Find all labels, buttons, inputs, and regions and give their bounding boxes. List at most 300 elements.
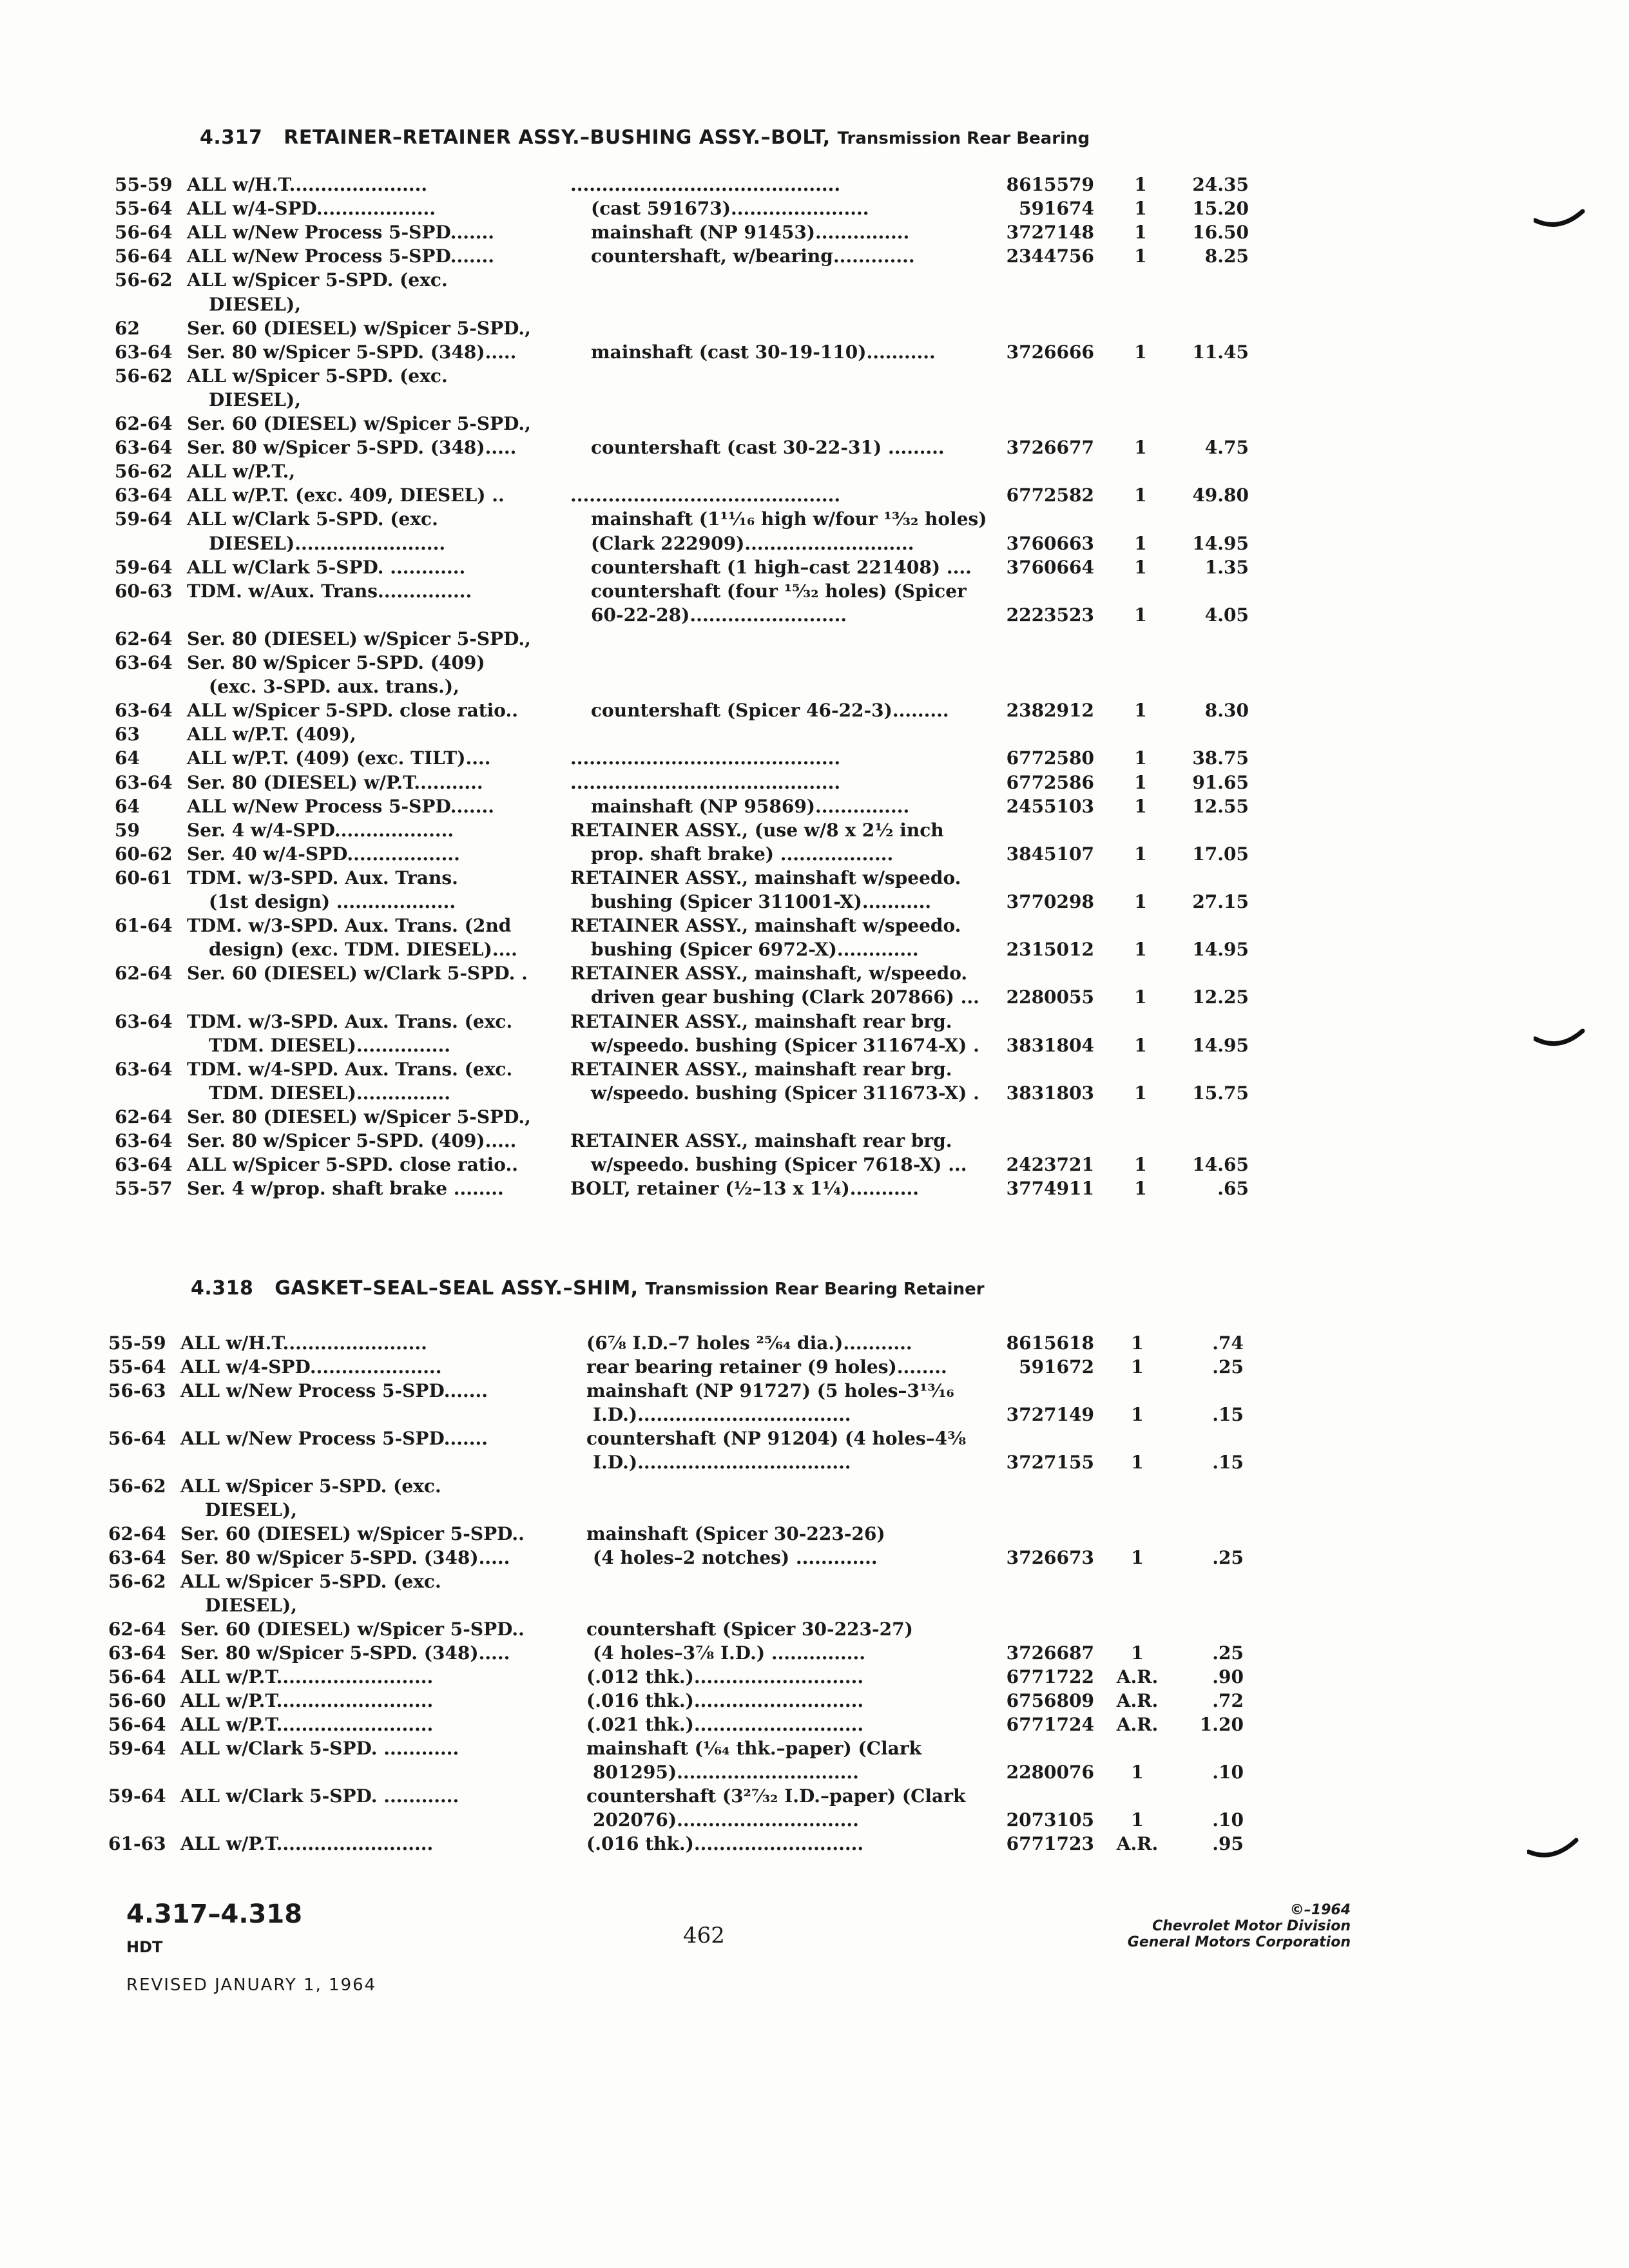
table-row bbox=[0, 459, 1629, 483]
description-cell: w/speedo. bushing (Spicer 311674-X) . bbox=[591, 1034, 979, 1056]
description-cell: (cast 591673)...................... bbox=[591, 198, 869, 220]
application-cell: Ser. 80 w/Spicer 5-SPD. (348)..... bbox=[187, 437, 517, 459]
description-cell: w/speedo. bushing (Spicer 311673-X) . bbox=[591, 1082, 979, 1104]
model-years-cell: 56-62 bbox=[115, 461, 173, 483]
price-cell: .25 bbox=[1212, 1642, 1244, 1664]
table-row bbox=[0, 220, 1629, 244]
price-cell: 12.55 bbox=[1192, 795, 1249, 817]
application-cell: ALL w/Spicer 5-SPD. (exc. bbox=[180, 1475, 441, 1497]
quantity-cell: 1 bbox=[1131, 1332, 1144, 1354]
application-cell: DIESEL), bbox=[205, 1595, 297, 1616]
description-cell: countershaft (Spicer 30-223-27) bbox=[586, 1619, 913, 1640]
table-row bbox=[0, 1522, 1629, 1546]
price-cell: 49.80 bbox=[1192, 485, 1249, 506]
quantity-cell: 1 bbox=[1134, 1178, 1147, 1200]
table-row bbox=[0, 1403, 1629, 1427]
price-cell: 11.45 bbox=[1192, 341, 1249, 363]
application-cell: Ser. 80 (DIESEL) w/Spicer 5-SPD., bbox=[187, 628, 531, 649]
application-cell: ALL w/Clark 5-SPD. ............ bbox=[180, 1785, 459, 1807]
part-number-cell: 3726673 bbox=[1006, 1547, 1094, 1568]
table-row bbox=[0, 627, 1629, 651]
part-number-cell: 6756809 bbox=[1006, 1690, 1094, 1711]
binder-hole-mark-bottom bbox=[1527, 1836, 1579, 1862]
part-number-cell: 591674 bbox=[1019, 198, 1094, 220]
model-years-cell: 56-62 bbox=[108, 1571, 166, 1592]
corporation-name: General Motors Corporation bbox=[1127, 1934, 1351, 1950]
table-row bbox=[0, 579, 1629, 603]
model-years-cell: 62-64 bbox=[108, 1523, 166, 1544]
description-cell: RETAINER ASSY., (use w/8 x 2½ inch bbox=[570, 819, 944, 841]
model-years-cell: 62 bbox=[115, 317, 140, 339]
application-cell: ALL w/New Process 5-SPD....... bbox=[187, 222, 494, 244]
model-years-cell: 55-59 bbox=[108, 1332, 166, 1354]
application-cell: TDM. w/4-SPD. Aux. Trans. (exc. bbox=[187, 1058, 513, 1080]
description-cell: countershaft (cast 30-22-31) ......... bbox=[591, 437, 945, 459]
model-years-cell: 60-62 bbox=[115, 843, 173, 865]
application-cell: ALL w/Spicer 5-SPD. close ratio.. bbox=[187, 1154, 518, 1176]
table-row bbox=[0, 1427, 1629, 1450]
part-number-cell: 2073105 bbox=[1006, 1809, 1094, 1831]
part-number-cell: 3770298 bbox=[1006, 891, 1094, 912]
model-years-cell: 63-64 bbox=[108, 1547, 166, 1568]
application-cell: ALL w/New Process 5-SPD....... bbox=[180, 1380, 488, 1401]
quantity-cell: 1 bbox=[1134, 341, 1147, 363]
model-years-cell: 56-62 bbox=[108, 1475, 166, 1497]
part-number-cell: 6772582 bbox=[1006, 485, 1094, 506]
description-cell: ........................................... bbox=[570, 747, 841, 769]
model-years-cell: 62-64 bbox=[115, 628, 173, 649]
table-row bbox=[0, 1379, 1629, 1403]
application-cell: ALL w/4-SPD..................... bbox=[180, 1356, 442, 1378]
model-years-cell: 63-64 bbox=[108, 1642, 166, 1664]
table-row bbox=[0, 842, 1629, 866]
description-cell: RETAINER ASSY., mainshaft rear brg. bbox=[570, 1058, 952, 1080]
description-cell: (.012 thk.)........................... bbox=[586, 1666, 864, 1687]
copyright-block bbox=[1128, 1902, 1351, 1950]
quantity-cell: 1 bbox=[1134, 604, 1147, 626]
price-cell: .25 bbox=[1212, 1547, 1244, 1568]
part-number-cell: 2344756 bbox=[1006, 245, 1094, 267]
table-row bbox=[0, 1153, 1629, 1177]
description-cell: BOLT, retainer (½–13 x 1¼)........... bbox=[570, 1178, 919, 1200]
model-years-cell: 59-64 bbox=[115, 508, 173, 530]
table-row bbox=[0, 794, 1629, 818]
table-row bbox=[0, 937, 1629, 961]
table-row bbox=[0, 1010, 1629, 1033]
application-cell: ALL w/Spicer 5-SPD. (exc. bbox=[187, 269, 448, 291]
application-cell: Ser. 60 (DIESEL) w/Spicer 5-SPD., bbox=[187, 413, 531, 434]
application-cell: ALL w/New Process 5-SPD....... bbox=[187, 795, 494, 817]
application-cell: TDM. w/3-SPD. Aux. Trans. (exc. bbox=[187, 1010, 513, 1032]
application-cell: TDM. w/3-SPD. Aux. Trans. bbox=[187, 867, 458, 889]
application-cell: ALL w/P.T......................... bbox=[180, 1666, 434, 1687]
model-years-cell: 63-64 bbox=[115, 652, 173, 673]
table-row bbox=[0, 268, 1629, 292]
quantity-cell: 1 bbox=[1131, 1356, 1144, 1378]
table-row bbox=[0, 722, 1629, 746]
table-row bbox=[0, 651, 1629, 675]
price-cell: 14.65 bbox=[1192, 1154, 1249, 1176]
table-row bbox=[0, 1546, 1629, 1570]
application-cell: (1st design) ................... bbox=[209, 891, 456, 912]
quantity-cell: A.R. bbox=[1116, 1833, 1159, 1854]
model-years-cell: 64 bbox=[115, 747, 140, 769]
price-cell: 27.15 bbox=[1192, 891, 1249, 912]
table-row bbox=[0, 1689, 1629, 1713]
description-cell: (.021 thk.)........................... bbox=[586, 1714, 864, 1735]
price-cell: .10 bbox=[1212, 1809, 1244, 1831]
quantity-cell: 1 bbox=[1134, 747, 1147, 769]
quantity-cell: 1 bbox=[1134, 198, 1147, 220]
part-number-cell: 3831804 bbox=[1006, 1034, 1094, 1056]
description-cell: mainshaft (¹⁄₆₄ thk.–paper) (Clark bbox=[586, 1738, 921, 1759]
price-cell: 4.05 bbox=[1204, 604, 1249, 626]
price-cell: .15 bbox=[1212, 1404, 1244, 1425]
description-cell: prop. shaft brake) .................. bbox=[591, 843, 894, 865]
application-cell: Ser. 4 w/4-SPD................... bbox=[187, 819, 454, 841]
model-years-cell: 63-64 bbox=[115, 437, 173, 459]
description-cell: 60-22-28)......................... bbox=[591, 604, 847, 626]
part-number-cell: 2382912 bbox=[1006, 700, 1094, 722]
model-years-cell: 60-63 bbox=[115, 580, 173, 602]
quantity-cell: 1 bbox=[1134, 939, 1147, 961]
model-years-cell: 56-64 bbox=[108, 1428, 166, 1449]
table-row bbox=[0, 1498, 1629, 1522]
application-cell: Ser. 80 w/Spicer 5-SPD. (348)..... bbox=[180, 1642, 510, 1664]
price-cell: 12.25 bbox=[1192, 986, 1249, 1008]
table-row bbox=[0, 173, 1629, 197]
application-cell: DIESEL), bbox=[209, 293, 301, 315]
price-cell: .65 bbox=[1217, 1178, 1249, 1200]
application-cell: ALL w/Spicer 5-SPD. (exc. bbox=[187, 365, 448, 387]
description-cell: rear bearing retainer (9 holes)........ bbox=[586, 1356, 947, 1378]
quantity-cell: A.R. bbox=[1116, 1690, 1159, 1711]
model-years-cell: 63-64 bbox=[115, 700, 173, 722]
application-cell: DIESEL), bbox=[209, 389, 301, 410]
part-number-cell: 3845107 bbox=[1006, 843, 1094, 865]
model-years-cell: 63-64 bbox=[115, 1154, 173, 1176]
table-row bbox=[0, 698, 1629, 722]
part-number-cell: 2223523 bbox=[1006, 604, 1094, 626]
description-cell: RETAINER ASSY., mainshaft w/speedo. bbox=[570, 915, 961, 937]
price-cell: 24.35 bbox=[1192, 174, 1249, 195]
part-number-cell: 3726677 bbox=[1006, 437, 1094, 459]
description-cell: RETAINER ASSY., mainshaft rear brg. bbox=[570, 1130, 952, 1151]
page-number: 462 bbox=[683, 1923, 725, 1948]
price-cell: 91.65 bbox=[1192, 771, 1249, 793]
description-cell: mainshaft (cast 30-19-110)........... bbox=[591, 341, 936, 363]
description-cell: mainshaft (1¹¹⁄₁₆ high w/four ¹³⁄₃₂ holes) bbox=[591, 508, 987, 530]
price-cell: 16.50 bbox=[1192, 222, 1249, 244]
price-cell: 8.30 bbox=[1204, 700, 1249, 722]
model-years-cell: 64 bbox=[115, 795, 140, 817]
application-cell: ALL w/Spicer 5-SPD. (exc. bbox=[180, 1571, 441, 1592]
application-cell: TDM. DIESEL)............... bbox=[209, 1034, 451, 1056]
section-heading-4-318 bbox=[191, 1277, 985, 1300]
footer-section-range: 4.317–4.318 bbox=[126, 1899, 303, 1929]
description-cell: I.D.).................................. bbox=[593, 1404, 851, 1425]
price-cell: .95 bbox=[1212, 1833, 1244, 1854]
table-row bbox=[0, 532, 1629, 555]
quantity-cell: 1 bbox=[1131, 1809, 1144, 1831]
price-cell: 14.95 bbox=[1192, 1034, 1249, 1056]
description-cell: 202076)............................. bbox=[593, 1809, 859, 1831]
description-cell: countershaft (3²⁷⁄₃₂ I.D.–paper) (Clark bbox=[586, 1785, 966, 1807]
price-cell: 14.95 bbox=[1192, 939, 1249, 961]
section-number: 4.317 bbox=[200, 126, 263, 149]
table-row bbox=[0, 1105, 1629, 1129]
quantity-cell: 1 bbox=[1134, 1082, 1147, 1104]
application-cell: design) (exc. TDM. DIESEL).... bbox=[209, 939, 517, 961]
application-cell: (exc. 3-SPD. aux. trans.), bbox=[209, 676, 459, 698]
price-cell: .90 bbox=[1212, 1666, 1244, 1687]
section-title: GASKET–SEAL–SEAL ASSY.–SHIM, bbox=[275, 1277, 639, 1300]
application-cell: Ser. 80 w/Spicer 5-SPD. (409) bbox=[187, 652, 485, 673]
table-row bbox=[0, 364, 1629, 388]
part-number-cell: 3727155 bbox=[1006, 1452, 1094, 1473]
application-cell: DIESEL), bbox=[205, 1499, 297, 1521]
price-cell: 4.75 bbox=[1204, 437, 1249, 459]
application-cell: ALL w/P.T......................... bbox=[180, 1833, 434, 1854]
quantity-cell: 1 bbox=[1134, 700, 1147, 722]
model-years-cell: 56-63 bbox=[108, 1380, 166, 1401]
price-cell: 1.35 bbox=[1204, 556, 1249, 578]
table-row bbox=[0, 1665, 1629, 1689]
part-number-cell: 2423721 bbox=[1006, 1154, 1094, 1176]
table-row bbox=[0, 388, 1629, 412]
table-row bbox=[0, 1355, 1629, 1379]
description-cell: (Clark 222909)........................... bbox=[591, 532, 914, 554]
description-cell: (6⅞ I.D.–7 holes ²⁵⁄₆₄ dia.)........... bbox=[586, 1332, 912, 1354]
application-cell: ALL w/Clark 5-SPD. (exc. bbox=[187, 508, 438, 530]
quantity-cell: 1 bbox=[1134, 1154, 1147, 1176]
application-cell: ALL w/H.T....................... bbox=[180, 1332, 427, 1354]
quantity-cell: 1 bbox=[1134, 771, 1147, 793]
part-number-cell: 2280055 bbox=[1006, 986, 1094, 1008]
table-row bbox=[0, 961, 1629, 985]
model-years-cell: 63-64 bbox=[115, 341, 173, 363]
table-row bbox=[0, 412, 1629, 436]
part-number-cell: 6771723 bbox=[1006, 1833, 1094, 1854]
application-cell: ALL w/P.T., bbox=[187, 461, 296, 483]
table-row bbox=[0, 914, 1629, 937]
application-cell: Ser. 60 (DIESEL) w/Spicer 5-SPD., bbox=[187, 317, 531, 339]
division-name: Chevrolet Motor Division bbox=[1152, 1918, 1351, 1934]
quantity-cell: 1 bbox=[1131, 1547, 1144, 1568]
table-row bbox=[0, 1570, 1629, 1593]
model-years-cell: 56-62 bbox=[115, 365, 173, 387]
table-row bbox=[0, 1760, 1629, 1784]
table-row bbox=[0, 507, 1629, 531]
model-years-cell: 62-64 bbox=[115, 963, 173, 985]
description-cell: RETAINER ASSY., mainshaft, w/speedo. bbox=[570, 963, 968, 985]
model-years-cell: 61-64 bbox=[115, 915, 173, 937]
table-row bbox=[0, 1450, 1629, 1474]
footer-revised-date: REVISED JANUARY 1, 1964 bbox=[126, 1975, 377, 1995]
model-years-cell: 60-61 bbox=[115, 867, 173, 889]
table-row bbox=[0, 746, 1629, 770]
table-row bbox=[0, 866, 1629, 890]
description-cell: ........................................... bbox=[570, 174, 841, 195]
application-cell: DIESEL)........................ bbox=[209, 532, 446, 554]
price-cell: 14.95 bbox=[1192, 532, 1249, 554]
model-years-cell: 56-62 bbox=[115, 269, 173, 291]
description-cell: RETAINER ASSY., mainshaft w/speedo. bbox=[570, 867, 961, 889]
description-cell: mainshaft (NP 95869)............... bbox=[591, 795, 910, 817]
model-years-cell: 63 bbox=[115, 724, 140, 745]
model-years-cell: 55-59 bbox=[115, 174, 173, 195]
table-row bbox=[0, 1617, 1629, 1641]
copyright-year: ©–1964 bbox=[1289, 1902, 1351, 1918]
part-number-cell: 3760664 bbox=[1006, 556, 1094, 578]
table-row bbox=[0, 771, 1629, 794]
description-cell: 801295)............................. bbox=[593, 1762, 859, 1783]
part-number-cell: 3726687 bbox=[1006, 1642, 1094, 1664]
part-number-cell: 2280076 bbox=[1006, 1762, 1094, 1783]
table-row bbox=[0, 1129, 1629, 1153]
application-cell: TDM. w/Aux. Trans............... bbox=[187, 580, 472, 602]
description-cell: bushing (Spicer 311001-X)........... bbox=[591, 891, 932, 912]
price-cell: 15.20 bbox=[1192, 198, 1249, 220]
quantity-cell: 1 bbox=[1134, 532, 1147, 554]
part-number-cell: 3727148 bbox=[1006, 222, 1094, 244]
table-row bbox=[0, 1641, 1629, 1665]
description-cell: mainshaft (NP 91453)............... bbox=[591, 222, 910, 244]
application-cell: Ser. 80 w/Spicer 5-SPD. (348)..... bbox=[187, 341, 517, 363]
application-cell: ALL w/4-SPD................... bbox=[187, 198, 436, 220]
quantity-cell: 1 bbox=[1134, 437, 1147, 459]
part-number-cell: 6771724 bbox=[1006, 1714, 1094, 1735]
price-cell: 15.75 bbox=[1192, 1082, 1249, 1104]
table-row bbox=[0, 675, 1629, 698]
description-cell: countershaft (1 high–cast 221408) .... bbox=[591, 556, 972, 578]
model-years-cell: 63-64 bbox=[115, 485, 173, 506]
table-row bbox=[0, 197, 1629, 220]
application-cell: ALL w/P.T......................... bbox=[180, 1690, 434, 1711]
quantity-cell: 1 bbox=[1131, 1762, 1144, 1783]
quantity-cell: 1 bbox=[1134, 174, 1147, 195]
section-title: RETAINER–RETAINER ASSY.–BUSHING ASSY.–BOLT, bbox=[284, 126, 831, 149]
table-row bbox=[0, 890, 1629, 914]
description-cell: countershaft, w/bearing............. bbox=[591, 245, 915, 267]
application-cell: Ser. 80 (DIESEL) w/Spicer 5-SPD., bbox=[187, 1106, 531, 1128]
part-number-cell: 2455103 bbox=[1006, 795, 1094, 817]
table-row bbox=[0, 1593, 1629, 1617]
table-row bbox=[0, 316, 1629, 340]
part-number-cell: 3760663 bbox=[1006, 532, 1094, 554]
footer-code: HDT bbox=[126, 1938, 163, 1956]
section-number: 4.318 bbox=[191, 1277, 254, 1300]
quantity-cell: 1 bbox=[1134, 891, 1147, 912]
quantity-cell: A.R. bbox=[1116, 1714, 1159, 1735]
model-years-cell: 56-64 bbox=[108, 1714, 166, 1735]
part-number-cell: 3726666 bbox=[1006, 341, 1094, 363]
model-years-cell: 55-57 bbox=[115, 1178, 173, 1200]
table-row bbox=[0, 1081, 1629, 1105]
table-row bbox=[0, 1177, 1629, 1200]
description-cell: (4 holes–3⅞ I.D.) ............... bbox=[593, 1642, 866, 1664]
model-years-cell: 56-64 bbox=[115, 245, 173, 267]
model-years-cell: 62-64 bbox=[108, 1619, 166, 1640]
application-cell: TDM. w/3-SPD. Aux. Trans. (2nd bbox=[187, 915, 512, 937]
table-row bbox=[0, 483, 1629, 507]
application-cell: ALL w/Spicer 5-SPD. close ratio.. bbox=[187, 700, 518, 722]
part-number-cell: 3774911 bbox=[1006, 1178, 1094, 1200]
quantity-cell: 1 bbox=[1131, 1404, 1144, 1425]
quantity-cell: 1 bbox=[1134, 795, 1147, 817]
application-cell: Ser. 40 w/4-SPD.................. bbox=[187, 843, 460, 865]
description-cell: w/speedo. bushing (Spicer 7618-X) ... bbox=[591, 1154, 967, 1176]
table-row bbox=[0, 818, 1629, 842]
section-subtitle: Transmission Rear Bearing bbox=[837, 129, 1090, 148]
model-years-cell: 59 bbox=[115, 819, 140, 841]
description-cell: driven gear bushing (Clark 207866) ... bbox=[591, 986, 979, 1008]
quantity-cell: 1 bbox=[1134, 245, 1147, 267]
part-number-cell: 3831803 bbox=[1006, 1082, 1094, 1104]
model-years-cell: 63-64 bbox=[115, 1058, 173, 1080]
price-cell: 17.05 bbox=[1192, 843, 1249, 865]
description-cell: countershaft (Spicer 46-22-3)......... bbox=[591, 700, 949, 722]
description-cell: mainshaft (Spicer 30-223-26) bbox=[586, 1523, 885, 1544]
description-cell: ........................................... bbox=[570, 771, 841, 793]
part-number-cell: 2315012 bbox=[1006, 939, 1094, 961]
table-row bbox=[0, 340, 1629, 364]
description-cell: mainshaft (NP 91727) (5 holes–3¹³⁄₁₆ bbox=[586, 1380, 954, 1401]
model-years-cell: 63-64 bbox=[115, 1130, 173, 1151]
quantity-cell: 1 bbox=[1131, 1452, 1144, 1473]
description-cell: (.016 thk.)........................... bbox=[586, 1690, 864, 1711]
price-cell: 1.20 bbox=[1199, 1714, 1244, 1735]
model-years-cell: 56-60 bbox=[108, 1690, 166, 1711]
binder-hole-mark-middle bbox=[1534, 1026, 1585, 1052]
model-years-cell: 62-64 bbox=[115, 1106, 173, 1128]
price-cell: .74 bbox=[1212, 1332, 1244, 1354]
table-row bbox=[0, 555, 1629, 579]
part-number-cell: 6772586 bbox=[1006, 771, 1094, 793]
price-cell: .15 bbox=[1212, 1452, 1244, 1473]
table-row bbox=[0, 1784, 1629, 1808]
table-row bbox=[0, 1832, 1629, 1856]
description-cell: (4 holes–2 notches) ............. bbox=[593, 1547, 878, 1568]
application-cell: TDM. DIESEL)............... bbox=[209, 1082, 451, 1104]
price-cell: 38.75 bbox=[1192, 747, 1249, 769]
application-cell: Ser. 60 (DIESEL) w/Spicer 5-SPD.. bbox=[180, 1619, 525, 1640]
quantity-cell: 1 bbox=[1134, 986, 1147, 1008]
table-row bbox=[0, 1474, 1629, 1498]
application-cell: ALL w/P.T......................... bbox=[180, 1714, 434, 1735]
section-subtitle: Transmission Rear Bearing Retainer bbox=[645, 1280, 985, 1299]
price-cell: 8.25 bbox=[1204, 245, 1249, 267]
application-cell: ALL w/New Process 5-SPD....... bbox=[187, 245, 494, 267]
description-cell: RETAINER ASSY., mainshaft rear brg. bbox=[570, 1010, 952, 1032]
table-row bbox=[0, 985, 1629, 1009]
application-cell: Ser. 80 w/Spicer 5-SPD. (409)..... bbox=[187, 1130, 517, 1151]
section-heading-4-317 bbox=[200, 126, 1090, 149]
application-cell: Ser. 60 (DIESEL) w/Clark 5-SPD. . bbox=[187, 963, 528, 985]
table-row bbox=[0, 1808, 1629, 1832]
model-years-cell: 63-64 bbox=[115, 1010, 173, 1032]
description-cell: (.016 thk.)........................... bbox=[586, 1833, 864, 1854]
application-cell: ALL w/Clark 5-SPD. ............ bbox=[187, 556, 466, 578]
application-cell: ALL w/P.T. (409), bbox=[187, 724, 356, 745]
application-cell: Ser. 60 (DIESEL) w/Spicer 5-SPD.. bbox=[180, 1523, 525, 1544]
table-row bbox=[0, 1736, 1629, 1760]
table-row bbox=[0, 1713, 1629, 1736]
part-number-cell: 3727149 bbox=[1006, 1404, 1094, 1425]
description-cell: countershaft (four ¹⁵⁄₃₂ holes) (Spicer bbox=[591, 580, 967, 602]
description-cell: bushing (Spicer 6972-X)............. bbox=[591, 939, 919, 961]
quantity-cell: 1 bbox=[1134, 485, 1147, 506]
